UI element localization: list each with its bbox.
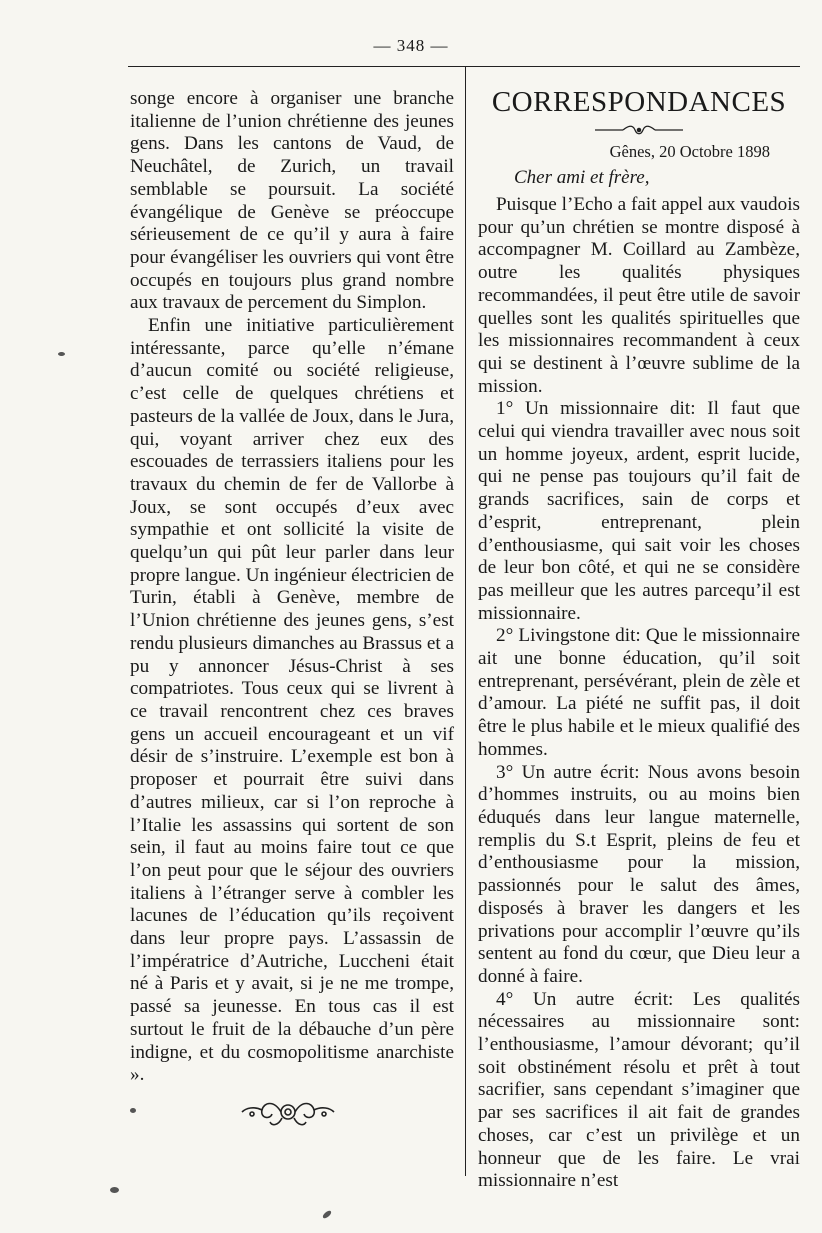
right-paragraph-2: 1° Un missionnaire dit: Il faut que celui qui viendra travailler avec nous soit un homme joyeux, ardent, esprit lucide, qui ne pense pas toujours qu’il fait de grands sacrifices, sain de corps et d’esprit, entreprenant, plein d’enthousiasme, qui sait voir les choses de leur bon côté, et qui ne se considère pas meilleur que les autres parcequ’il est missionnaire. [478, 398, 800, 624]
dateline: Gênes, 20 Octobre 1898 [609, 142, 770, 161]
title-ornament-icon [591, 124, 687, 136]
right-paragraph-3: 2° Livingstone dit: Que le missionnaire ait une bonne éducation, qu’il soit entreprenant, persévérant, plein de zèle et d’amour. La piété ne suffit pas, il doit être le plus habile et le mieux qualifié des hommes. [478, 625, 800, 760]
section-title: CORRESPONDANCES [491, 86, 787, 118]
page-number: — 348 — [373, 36, 449, 55]
ink-speck [130, 1108, 136, 1113]
salutation: Cher ami et frère, [514, 167, 650, 188]
left-paragraph-2: Enfin une initiative particulièrement intéressante, parce qu’elle n’émane d’aucun comité ou société religieuse, c’est celle de quelques chrétiens et pasteurs de la vallée de Joux, dans le Jura, qui, voyant arriver chez eux des escouades de terrassiers italiens pour les travaux du chemin de fer de Vallorbe à Joux, se sont occupés d’eux avec sympathie et ont sollicité la visite de quelqu’un qui pût leur parler dans leur propre langue. Un ingénieur électricien de Turin, établi à Genève, membre de l’Union chrétienne des jeunes gens, s’est rendu plusieurs dimanches au Brassus et a pu y annoncer Jésus-Christ à ses compatriotes. Tous ceux qui se livrent à ce travail rencontrent chez ces braves gens un accueil encourageant et un vif désir de s’instruire. L’exemple est bon à proposer et pourrait être suivi dans d’autres milieux, car si l’on reproche à l’Italie les assassins qui sortent de son sein, il faut au moins faire tout ce que l’on peut pour que le séjour des ouvriers italiens à l’étranger serve à combler les lacunes de l’éducation qu’ils reçoivent dans leur propre pays. L’assassin de l’impératrice d’Autriche, Luccheni était né à Paris et y avait, si je ne me trompe, passé sa jeunesse. En tous cas il est surtout le fruit de la débauche d’un père indigne, et du cosmopolitisme anarchiste ». [130, 315, 454, 1086]
column-divider [465, 66, 466, 1176]
ink-speck [322, 1209, 333, 1219]
left-paragraph-1: songe encore à organiser une branche italienne de l’union chrétienne des jeunes gens. Dans les cantons de Vaud, de Neuchâtel, de Zurich, un travail semblable se poursuit. La société évangélique de Genève se préoccupe sérieusement de ce qu’il y aura à faire pour évangéliser les ouvriers qui vont être occupés en toujours plus grand nombre aux travaux de percement du Simplon. [130, 88, 454, 314]
right-paragraph-5: 4° Un autre écrit: Les qualités nécessaires au missionnaire sont: l’enthousiasme, l’amour dévorant; qu’il soit obstinément résolu et prêt à tout sacrifier, sans cependant s’imaginer que par ses sacrifices il ait fait de grandes choses, car c’est un privilège et un honneur que de les faire. Le vrai missionnaire n’est [478, 988, 800, 1192]
right-column [478, 84, 800, 1193]
ink-speck [58, 352, 65, 356]
right-paragraph-4: 3° Un autre écrit: Nous avons besoin d’hommes instruits, ou au moins bien éduqués dans leur langue maternelle, remplis du S.t Esprit, pleins de feu et d’enthousiasme pour la mission, passionnés pour le salut des âmes, disposés à braver les dangers et les privations pour accomplir l’œuvre qu’ils sentent au fond du cœur, que Dieu leur a donné à faire. [478, 761, 800, 987]
ink-speck [110, 1187, 119, 1193]
header-rule [128, 66, 800, 67]
right-paragraph-1: Puisque l’Echo a fait appel aux vaudois pour qu’un chrétien se montre disposé à accompagner M. Coillard au Zambèze, outre les qualités physiques recommandées, il peut être utile de savoir quelles sont les qualités spirituelles que les missionnaires recommandent à ceux qui se destinent à l’œuvre sublime de la mission. [478, 194, 800, 397]
left-column [130, 88, 454, 1087]
closing-ornament-icon [238, 1092, 338, 1132]
